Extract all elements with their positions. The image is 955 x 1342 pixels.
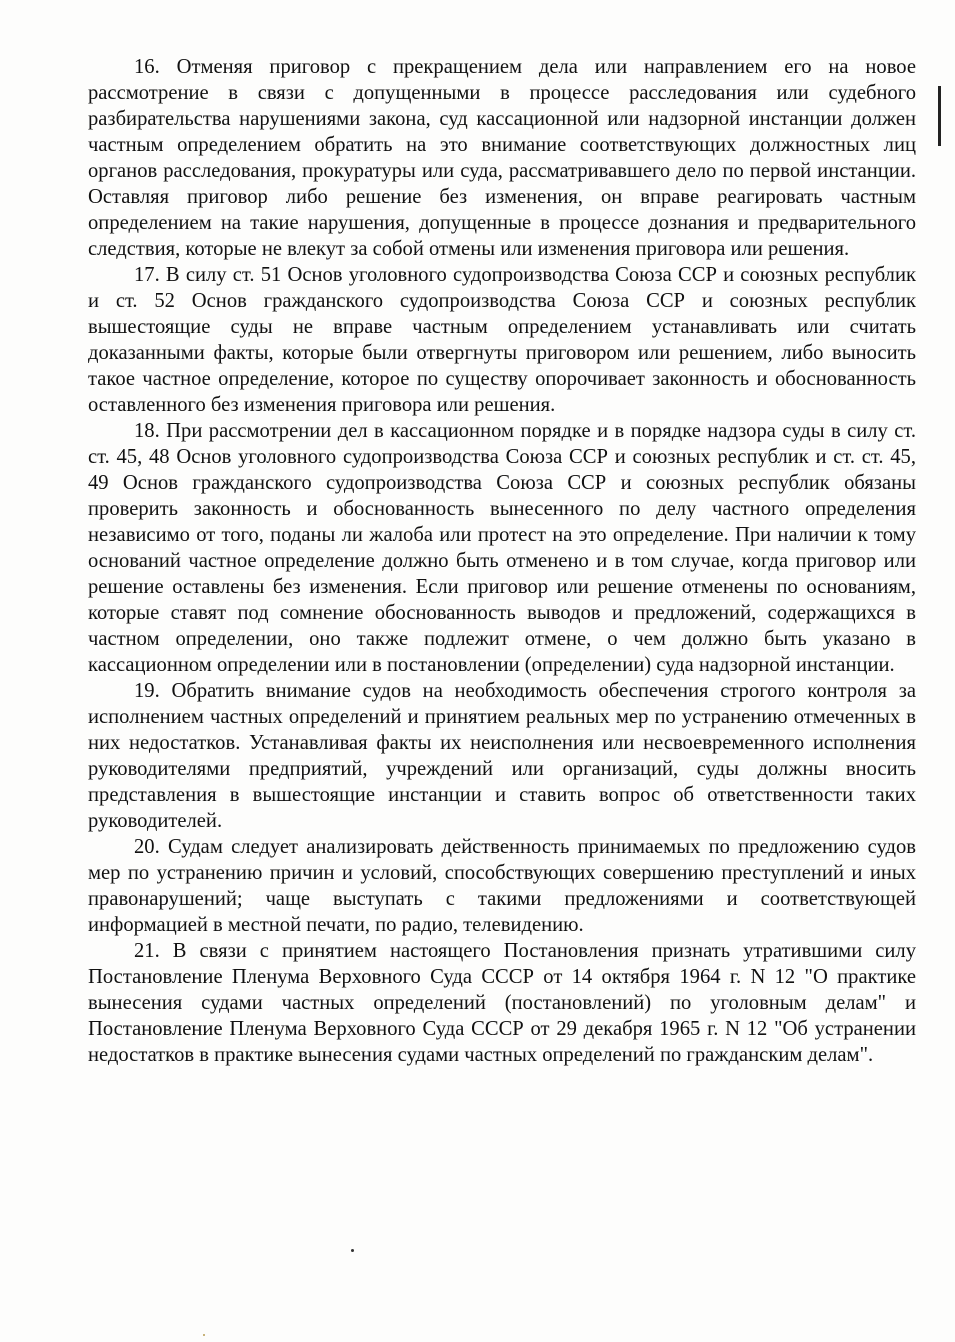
paragraph-16: 16. Отменяя приговор с прекращением дела или направлением его на новое рассмотрение в связи с допущенными в процессе расследования или судебного разбирательства нарушениями закона, суд кассационной или надзорной инстанции должен частным определением обратить на это внимание соответствующих должностных лиц органов расследования, прокуратуры или суда, рассматривавшего дело по первой инстанции. Оставляя приговор либо решение без изменения, он вправе реагировать частным определением на такие нарушения, допущенные в процессе дознания и предварительного следствия, которые не влекут за собой отмены или изменения приговора или решения. bbox=[88, 56, 916, 260]
scan-speck bbox=[203, 1334, 205, 1336]
scan-edge-mark bbox=[938, 86, 941, 146]
document-body bbox=[88, 54, 916, 1068]
paragraph-20: 20. Судам следует анализировать действенность принимаемых по предложению судов мер по устранению причин и условий, способствующих совершению преступлений и иных правонарушений; чаще выступать с такими предложениями и соответствующей информацией в местной печати, по радио, телевидению. bbox=[88, 836, 916, 936]
paragraph-17: 17. В силу ст. 51 Основ уголовного судопроизводства Союза ССР и союзных республик и ст. 52 Основ гражданского судопроизводства Союза ССР и союзных республик вышестоящие суды не вправе частным определением устанавливать или считать доказанными факты, которые были отвергнуты приговором или решением, либо выносить такое частное определение, которое по существу опорочивает законность и обоснованность оставленного без изменения приговора или решения. bbox=[88, 264, 916, 416]
scan-speck bbox=[351, 1249, 354, 1252]
paragraph-18: 18. При рассмотрении дел в кассационном порядке и в порядке надзора суды в силу ст. ст. 45, 48 Основ уголовного судопроизводства Союза ССР и союзных республик и ст. ст. 45, 49 Основ гражданского судопроизводства Союза ССР и союзных республик обязаны проверить законность и обоснованность вынесенного по делу частного определения независимо от того, поданы ли жалоба или протест на это определение. При наличии к тому оснований частное определение должно быть отменено и в том случае, когда приговор или решение оставлены без изменения. Если приговор или решение отменены по основаниям, которые ставят под сомнение обоснованность выводов и предложений, содержащихся в частном определении, оно также подлежит отмене, о чем должно быть указано в кассационном определении или в постановлении (определении) суда надзорной инстанции. bbox=[88, 420, 916, 676]
paragraph-19: 19. Обратить внимание судов на необходимость обеспечения строгого контроля за исполнением частных определений и принятием реальных мер по устранению отмеченных в них недостатков. Устанавливая факты их неисполнения или несвоевременного исполнения руководителями предприятий, учреждений или организаций, суды должны вносить представления в вышестоящие инстанции и ставить вопрос об ответственности таких руководителей. bbox=[88, 680, 916, 832]
paragraph-21: 21. В связи с принятием настоящего Постановления признать утратившими силу Постановление Пленума Верховного Суда СССР от 14 октября 1964 г. N 12 "О практике вынесения судами частных определений (постановлений) по уголовным делам" и Постановление Пленума Верховного Суда СССР от 29 декабря 1965 г. N 12 "Об устранении недостатков в практике вынесения судами частных определений по гражданским делам". bbox=[88, 940, 916, 1066]
